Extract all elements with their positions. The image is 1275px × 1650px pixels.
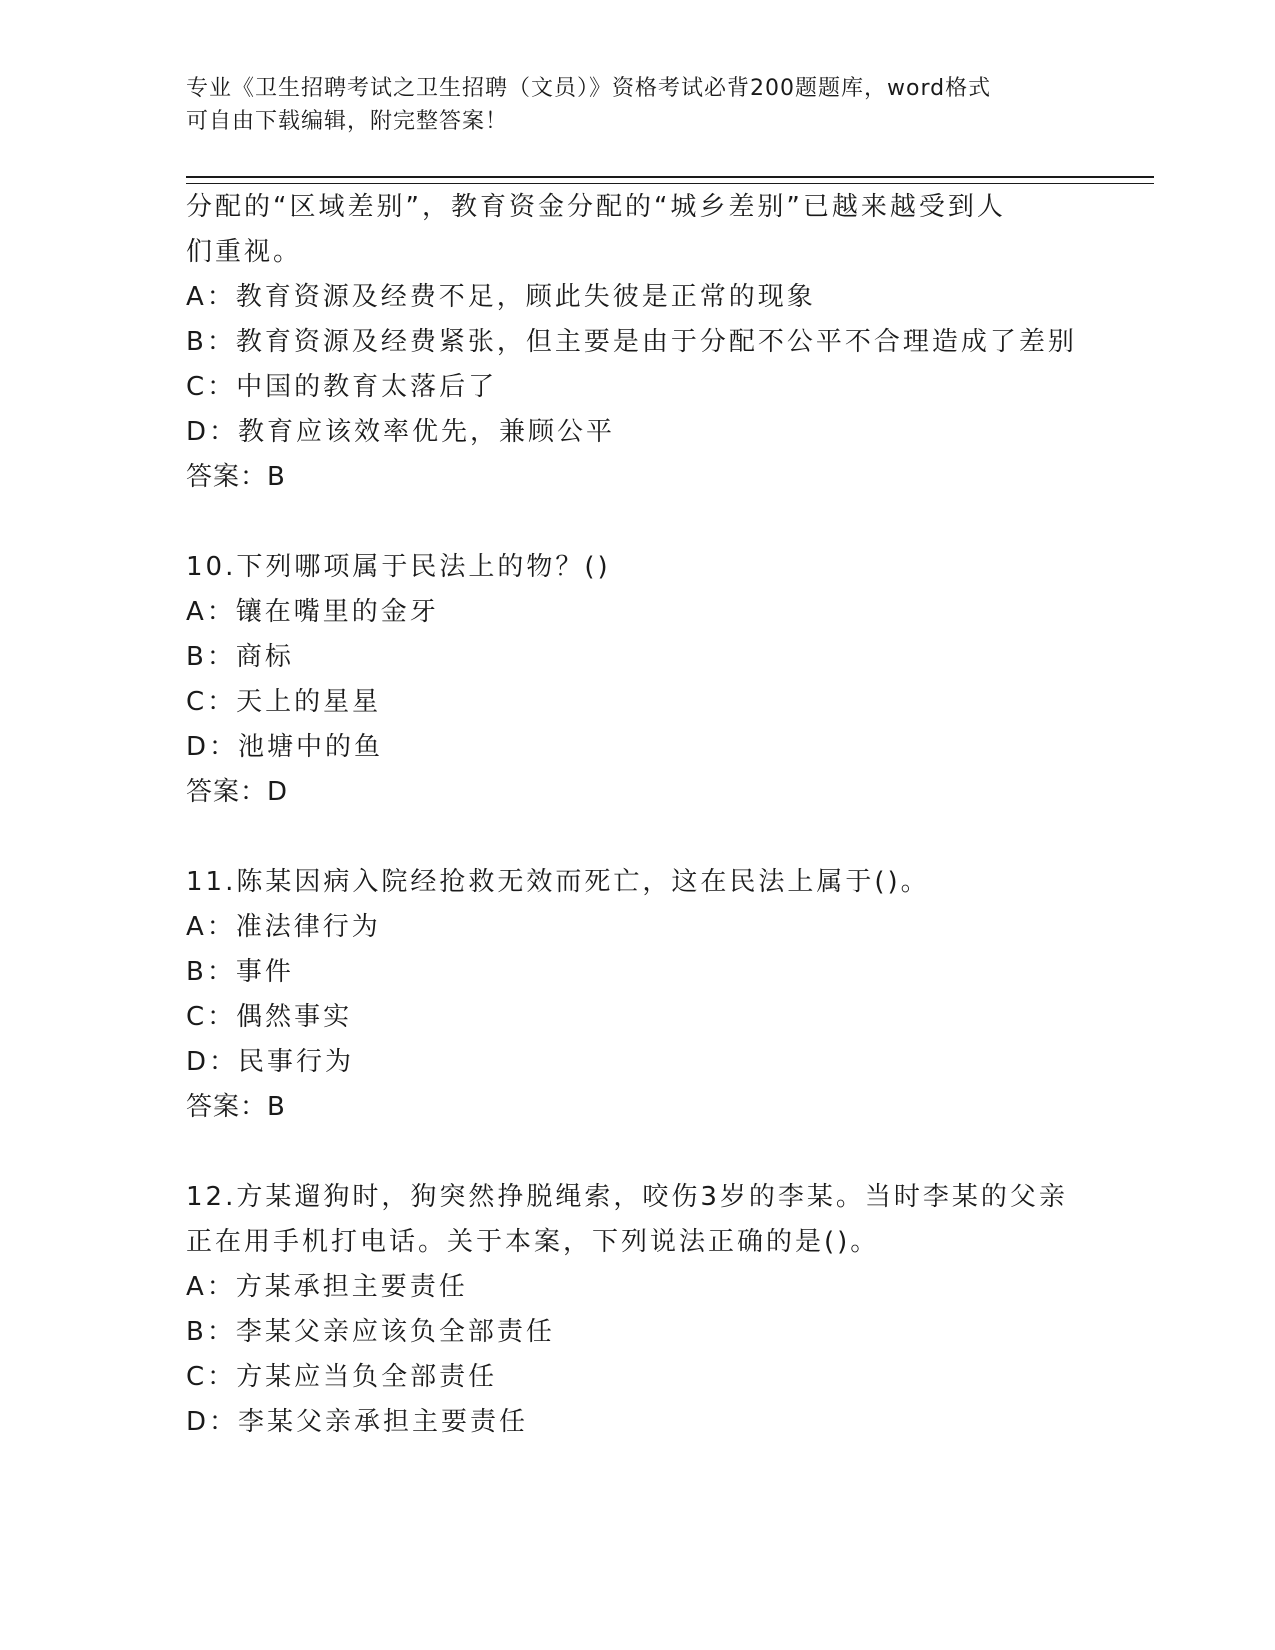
option-c: C：方某应当负全部责任 bbox=[186, 1362, 498, 1392]
option-b: B：商标 bbox=[186, 642, 294, 672]
question-10 bbox=[186, 545, 1086, 815]
option-b: B：事件 bbox=[186, 957, 294, 987]
question-12 bbox=[186, 1175, 1086, 1445]
question-text: 11.陈某因病入院经抢救无效而死亡，这在民法上属于()。 bbox=[186, 867, 930, 897]
option-c: C：天上的星星 bbox=[186, 687, 382, 717]
option-b: B：教育资源及经费紧张，但主要是由于分配不公平不合理造成了差别 bbox=[186, 327, 1077, 357]
question-text: 10.下列哪项属于民法上的物？() bbox=[186, 552, 611, 582]
option-d: D：李某父亲承担主要责任 bbox=[186, 1407, 529, 1437]
question-11 bbox=[186, 860, 1086, 1130]
option-d: D：教育应该效率优先，兼顾公平 bbox=[186, 417, 616, 447]
document-body bbox=[186, 185, 1086, 1445]
answer: 答案：B bbox=[186, 462, 286, 492]
header-line-1: 专业《卫生招聘考试之卫生招聘（文员）》资格考试必背200题题库，word格式 bbox=[186, 76, 992, 101]
spacer bbox=[186, 500, 1086, 545]
answer: 答案：B bbox=[186, 1092, 286, 1122]
option-b: B：李某父亲应该负全部责任 bbox=[186, 1317, 555, 1347]
answer: 答案：D bbox=[186, 777, 289, 807]
spacer bbox=[186, 1130, 1086, 1175]
header-divider bbox=[186, 176, 1154, 184]
option-a: A：准法律行为 bbox=[186, 912, 381, 942]
question-text-line: 们重视。 bbox=[186, 237, 303, 267]
question-text-line: 12.方某遛狗时，狗突然挣脱绳索，咬伤3岁的李某。当时李某的父亲 bbox=[186, 1182, 1068, 1212]
option-a: A：教育资源及经费不足，顾此失彼是正常的现象 bbox=[186, 282, 816, 312]
option-d: D：池塘中的鱼 bbox=[186, 732, 384, 762]
option-c: C：中国的教育太落后了 bbox=[186, 372, 498, 402]
option-a: A：方某承担主要责任 bbox=[186, 1272, 468, 1302]
option-c: C：偶然事实 bbox=[186, 1002, 353, 1032]
option-d: D：民事行为 bbox=[186, 1047, 355, 1077]
header-line-2: 可自由下载编辑，附完整答案！ bbox=[186, 109, 509, 134]
question-text-line: 正在用手机打电话。关于本案，下列说法正确的是()。 bbox=[186, 1227, 880, 1257]
page-header bbox=[186, 72, 1066, 138]
question-text-line: 分配的“区域差别”，教育资金分配的“城乡差别”已越来越受到人 bbox=[186, 192, 1006, 222]
option-a: A：镶在嘴里的金牙 bbox=[186, 597, 439, 627]
spacer bbox=[186, 815, 1086, 860]
question-9-continuation bbox=[186, 185, 1086, 500]
